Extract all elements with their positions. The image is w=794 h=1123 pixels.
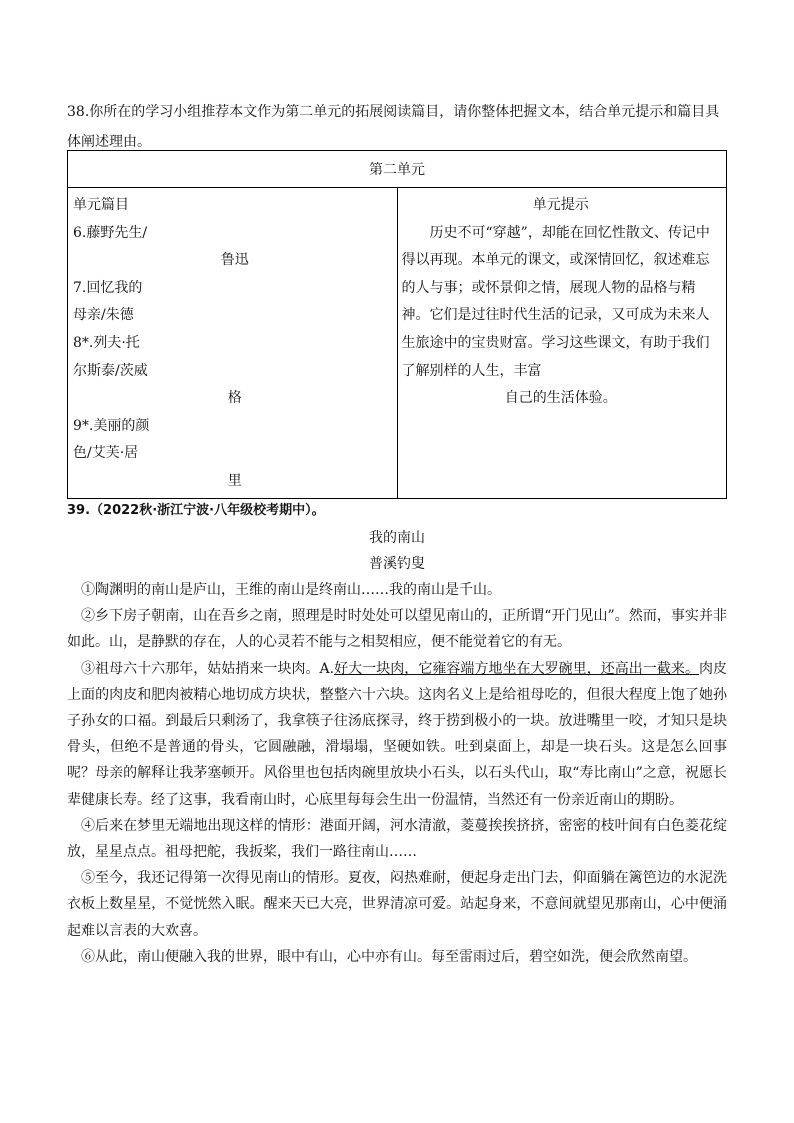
- paragraph-3-rest: 肉皮上面的肉皮和肥肉被精心地切成方块状，整整六十六块。这肉名义上是给祖母吃的，但很大程度上饱了她孙子孙女的口福。到最后只剩汤了，我拿筷子往汤底探寻，终于捞到极小的一块。放进嘴里一咬，才知只是块骨头，但绝不是普通的骨头，它圆融融，滑塌塌，坚硬如铁。吐到桌面上，却是一块石头。这是怎么回事呢？母亲的解释让我茅塞顿开。风俗里也包括肉碗里放块小石头，以石头代山，取“寿比南山”之意，祝愿长辈健康长寿。经了这事，我看南山时，心底里每每会生出一份温情，当然还有一份亲近南山的期盼。: [67, 660, 728, 808]
- paragraph-2: ②乡下房子朝南，山在吾乡之南，照理是时时处处可以望见南山的，正所谓“开门见山”。然而，事实并非如此。山，是静默的存在，人的心灵若不能与之相契相应，便不能觉着它的有无。: [67, 608, 727, 651]
- unit-article-line: 8*.列夫·托: [73, 334, 140, 351]
- unit-articles-title: 单元篇目: [73, 197, 129, 213]
- paragraph-1: ①陶渊明的南山是庐山，王维的南山是终南山……我的南山是千山。: [81, 582, 501, 598]
- unit-article-line: 9*.美丽的颜: [73, 417, 150, 434]
- unit-article-line: 格: [227, 390, 242, 407]
- unit-hint-text: 历史不可“穿越”，却能在回忆性散文、传记中得以再现。本单元的课文，或深情回忆，叙述难忘的人与事；或怀景仰之情，展现人物的品格与精神。它们是过往时代生活的记录，又可成为未来人生旅途中的宝贵财富。学习这些课文，有助于我们了解别样的人生，丰富: [401, 224, 710, 379]
- unit-article-line: 尔斯泰/茨威: [73, 362, 148, 379]
- question-38: 38.你所在的学习小组推荐本文作为第二单元的拓展阅读篇目，请你整体把握文本，结合单元提示和篇目具体阐述理由。: [67, 104, 720, 150]
- paragraph-4: ④后来在梦里无端地出现这样的情形：港面开阔，河水清澈，菱蔓挨挨挤挤，密密的枝叶间有白色菱花绽放，星星点点。祖母把舵，我扳桨，我们一路往南山……: [67, 817, 727, 861]
- unit-article-line: 色/艾芙·居: [73, 445, 139, 462]
- paragraph-5: ⑤至今，我还记得第一次得见南山的情形。夏夜，闷热难耐，便起身走出门去，仰面躺在篱笆边的水泥洗衣板上数星星，不觉恍然入眠。醒来天已大亮，世界清凉可爱。站起身来，不意间就望见那南山，心中便涌起难以言表的大欢喜。: [67, 870, 727, 939]
- unit-article-line: 里: [227, 472, 242, 489]
- paragraph-3-start: ③祖母六十六那年，姑姑捎来一块肉。A.: [81, 660, 335, 677]
- unit-hint-last-line: 自己的生活体验。: [504, 390, 617, 407]
- unit-hint-cell: [397, 188, 727, 499]
- article-body: [67, 577, 727, 970]
- paragraph-6: ⑥从此，南山便融入我的世界，眼中有山，心中亦有山。每至雷雨过后，碧空如洗，便会欣然南望。: [81, 948, 697, 965]
- question-39-label: 39.（2022秋·浙江宁波·八年级校考期中）。: [67, 503, 325, 518]
- paragraph-3: [67, 656, 727, 813]
- article-title: 我的南山: [369, 530, 425, 546]
- unit-article-line: 鲁迅: [220, 252, 249, 269]
- underlined-sentence-a: 好大一块肉，它雍容端方地坐在大罗碗里，还高出一截来。: [334, 660, 699, 677]
- article-author: 普溪钓叟: [369, 556, 425, 572]
- unit-article-line: 7.回忆我的: [73, 279, 143, 296]
- unit-articles-cell: [68, 188, 398, 499]
- unit-table-header: 第二单元: [68, 151, 727, 188]
- unit-table: [67, 150, 727, 499]
- unit-article-line: 母亲/朱德: [73, 307, 134, 324]
- unit-hint-title: 单元提示: [532, 197, 589, 213]
- unit-article-line: 6.藤野先生/: [73, 224, 148, 241]
